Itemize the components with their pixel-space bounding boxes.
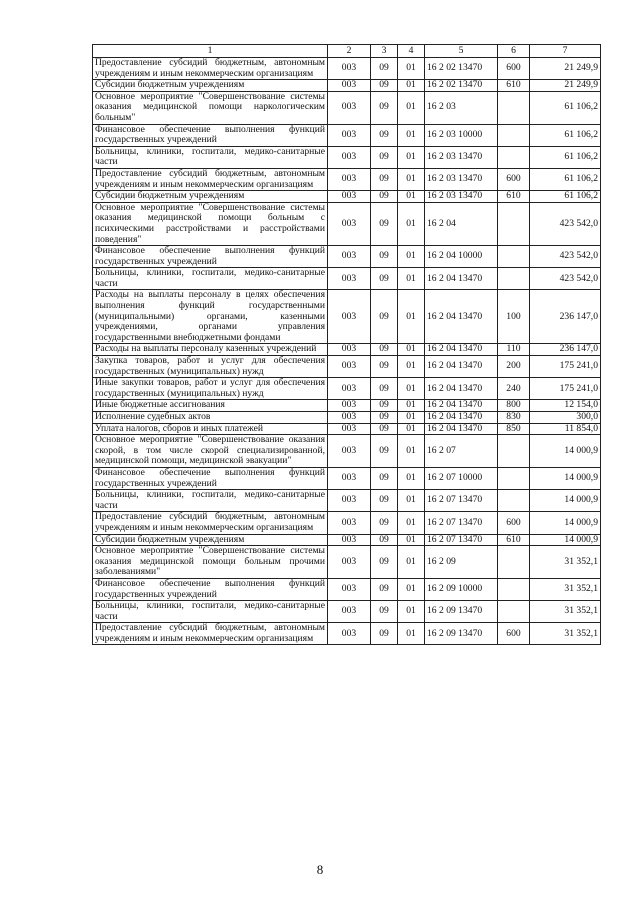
row-section: 09 <box>371 290 398 344</box>
row-section: 09 <box>371 80 398 92</box>
row-section: 09 <box>371 356 398 378</box>
row-target-code: 16 2 03 13470 <box>425 191 498 203</box>
row-sum: 14 000,9 <box>530 534 601 546</box>
row-expense-type <box>498 546 530 579</box>
row-name: Основное мероприятие "Совершенствование системы оказания медицинской помощи наркологическим больным" <box>93 91 328 124</box>
table-row <box>93 268 601 290</box>
table-row <box>93 423 601 435</box>
row-subsection: 01 <box>398 58 425 80</box>
table-row <box>93 623 601 645</box>
row-subsection: 01 <box>398 344 425 356</box>
table-row <box>93 168 601 190</box>
row-admin-code: 003 <box>328 91 371 124</box>
row-subsection: 01 <box>398 601 425 623</box>
row-sum: 236 147,0 <box>530 344 601 356</box>
header-cell-2: 2 <box>328 45 371 58</box>
row-section: 09 <box>371 124 398 146</box>
row-target-code: 16 2 03 13470 <box>425 146 498 168</box>
row-subsection: 01 <box>398 623 425 645</box>
row-name: Финансовое обеспечение выполнения функций государственных учреждений <box>93 124 328 146</box>
row-name: Больницы, клиники, госпитали, медико-санитарные части <box>93 268 328 290</box>
table-row <box>93 80 601 92</box>
row-expense-type: 600 <box>498 623 530 645</box>
table-row <box>93 546 601 579</box>
row-target-code: 16 2 07 13470 <box>425 490 498 512</box>
row-name: Финансовое обеспечение выполнения функций государственных учреждений <box>93 246 328 268</box>
row-sum: 423 542,0 <box>530 246 601 268</box>
row-expense-type: 610 <box>498 80 530 92</box>
row-target-code: 16 2 04 13470 <box>425 268 498 290</box>
row-admin-code: 003 <box>328 146 371 168</box>
table-row <box>93 146 601 168</box>
row-expense-type <box>498 91 530 124</box>
row-sum: 236 147,0 <box>530 290 601 344</box>
header-row <box>93 45 601 58</box>
row-admin-code: 003 <box>328 191 371 203</box>
table-row <box>93 534 601 546</box>
header-cell-1: 1 <box>93 45 328 58</box>
row-admin-code: 003 <box>328 623 371 645</box>
table-row <box>93 356 601 378</box>
row-expense-type <box>498 202 530 245</box>
row-admin-code: 003 <box>328 168 371 190</box>
row-sum: 31 352,1 <box>530 623 601 645</box>
row-subsection: 01 <box>398 290 425 344</box>
row-admin-code: 003 <box>328 290 371 344</box>
row-section: 09 <box>371 512 398 534</box>
row-section: 09 <box>371 202 398 245</box>
row-section: 09 <box>371 534 398 546</box>
header-cell-4: 4 <box>398 45 425 58</box>
row-expense-type: 200 <box>498 356 530 378</box>
row-subsection: 01 <box>398 356 425 378</box>
row-expense-type: 600 <box>498 512 530 534</box>
header-cell-6: 6 <box>498 45 530 58</box>
row-expense-type: 600 <box>498 168 530 190</box>
row-name: Больницы, клиники, госпитали, медико-санитарные части <box>93 601 328 623</box>
row-expense-type: 240 <box>498 378 530 400</box>
row-admin-code: 003 <box>328 512 371 534</box>
row-sum: 61 106,2 <box>530 91 601 124</box>
row-target-code: 16 2 07 13470 <box>425 512 498 534</box>
row-section: 09 <box>371 378 398 400</box>
row-sum: 21 249,9 <box>530 58 601 80</box>
row-subsection: 01 <box>398 467 425 489</box>
header-cell-5: 5 <box>425 45 498 58</box>
row-name: Предоставление субсидий бюджетным, автономным учреждениям и иным некоммерческим организациям <box>93 512 328 534</box>
row-admin-code: 003 <box>328 378 371 400</box>
row-sum: 14 000,9 <box>530 435 601 468</box>
row-expense-type <box>498 601 530 623</box>
row-expense-type <box>498 124 530 146</box>
row-sum: 423 542,0 <box>530 268 601 290</box>
row-sum: 31 352,1 <box>530 546 601 579</box>
row-expense-type <box>498 268 530 290</box>
row-sum: 61 106,2 <box>530 168 601 190</box>
table-row <box>93 578 601 600</box>
row-section: 09 <box>371 268 398 290</box>
row-sum: 21 249,9 <box>530 80 601 92</box>
row-section: 09 <box>371 344 398 356</box>
row-name: Уплата налогов, сборов и иных платежей <box>93 423 328 435</box>
table-row <box>93 344 601 356</box>
row-expense-type <box>498 467 530 489</box>
row-sum: 423 542,0 <box>530 202 601 245</box>
row-subsection: 01 <box>398 512 425 534</box>
row-name: Больницы, клиники, госпитали, медико-санитарные части <box>93 146 328 168</box>
row-name: Основное мероприятие "Совершенствование оказания скорой, в том числе скорой специализированной, медицинской помощи, медицинской эвакуации" <box>93 435 328 468</box>
row-expense-type <box>498 490 530 512</box>
table-row <box>93 490 601 512</box>
row-expense-type: 610 <box>498 534 530 546</box>
row-admin-code: 003 <box>328 268 371 290</box>
row-subsection: 01 <box>398 268 425 290</box>
row-sum: 11 854,0 <box>530 423 601 435</box>
row-section: 09 <box>371 623 398 645</box>
row-target-code: 16 2 09 10000 <box>425 578 498 600</box>
table-row <box>93 191 601 203</box>
row-target-code: 16 2 04 <box>425 202 498 245</box>
row-name: Больницы, клиники, госпитали, медико-санитарные части <box>93 490 328 512</box>
row-name: Основное мероприятие "Совершенствование системы оказания медицинской помощи больным прочими заболеваниями" <box>93 546 328 579</box>
row-section: 09 <box>371 435 398 468</box>
table-body <box>93 45 601 645</box>
row-admin-code: 003 <box>328 124 371 146</box>
row-target-code: 16 2 03 10000 <box>425 124 498 146</box>
row-section: 09 <box>371 467 398 489</box>
row-expense-type: 830 <box>498 412 530 424</box>
row-sum: 14 000,9 <box>530 490 601 512</box>
table-row <box>93 290 601 344</box>
row-admin-code: 003 <box>328 601 371 623</box>
row-admin-code: 003 <box>328 467 371 489</box>
row-target-code: 16 2 07 10000 <box>425 467 498 489</box>
row-subsection: 01 <box>398 146 425 168</box>
table-row <box>93 58 601 80</box>
row-admin-code: 003 <box>328 578 371 600</box>
row-expense-type <box>498 578 530 600</box>
row-subsection: 01 <box>398 435 425 468</box>
table-row <box>93 400 601 412</box>
row-expense-type <box>498 246 530 268</box>
row-name: Предоставление субсидий бюджетным, автономным учреждениям и иным некоммерческим организациям <box>93 623 328 645</box>
row-subsection: 01 <box>398 246 425 268</box>
row-section: 09 <box>371 400 398 412</box>
row-subsection: 01 <box>398 412 425 424</box>
row-admin-code: 003 <box>328 344 371 356</box>
row-subsection: 01 <box>398 80 425 92</box>
row-sum: 61 106,2 <box>530 124 601 146</box>
table-row <box>93 202 601 245</box>
row-target-code: 16 2 09 13470 <box>425 623 498 645</box>
page-number: 8 <box>316 862 324 877</box>
header-cell-7: 7 <box>530 45 601 58</box>
row-subsection: 01 <box>398 91 425 124</box>
table-row <box>93 467 601 489</box>
row-name: Субсидии бюджетным учреждениям <box>93 191 328 203</box>
row-expense-type <box>498 435 530 468</box>
table-row <box>93 91 601 124</box>
row-admin-code: 003 <box>328 423 371 435</box>
row-section: 09 <box>371 246 398 268</box>
row-admin-code: 003 <box>328 435 371 468</box>
row-section: 09 <box>371 168 398 190</box>
row-target-code: 16 2 04 13470 <box>425 400 498 412</box>
row-admin-code: 003 <box>328 58 371 80</box>
row-name: Предоставление субсидий бюджетным, автономным учреждениям и иным некоммерческим организациям <box>93 58 328 80</box>
row-name: Иные закупки товаров, работ и услуг для обеспечения государственных (муниципальных) нужд <box>93 378 328 400</box>
row-sum: 175 241,0 <box>530 378 601 400</box>
row-target-code: 16 2 02 13470 <box>425 80 498 92</box>
row-expense-type: 850 <box>498 423 530 435</box>
row-section: 09 <box>371 546 398 579</box>
row-subsection: 01 <box>398 168 425 190</box>
row-section: 09 <box>371 412 398 424</box>
row-subsection: 01 <box>398 490 425 512</box>
row-subsection: 01 <box>398 191 425 203</box>
row-name: Предоставление субсидий бюджетным, автономным учреждениям и иным некоммерческим организациям <box>93 168 328 190</box>
row-sum: 31 352,1 <box>530 601 601 623</box>
table-row <box>93 412 601 424</box>
row-name: Иные бюджетные ассигнования <box>93 400 328 412</box>
row-admin-code: 003 <box>328 534 371 546</box>
row-target-code: 16 2 04 13470 <box>425 290 498 344</box>
row-name: Финансовое обеспечение выполнения функций государственных учреждений <box>93 467 328 489</box>
row-expense-type: 100 <box>498 290 530 344</box>
row-subsection: 01 <box>398 578 425 600</box>
table-row <box>93 246 601 268</box>
row-admin-code: 003 <box>328 356 371 378</box>
header-cell-3: 3 <box>371 45 398 58</box>
row-sum: 175 241,0 <box>530 356 601 378</box>
row-admin-code: 003 <box>328 246 371 268</box>
table-row <box>93 378 601 400</box>
row-section: 09 <box>371 191 398 203</box>
row-subsection: 01 <box>398 202 425 245</box>
row-sum: 61 106,2 <box>530 191 601 203</box>
row-name: Финансовое обеспечение выполнения функций государственных учреждений <box>93 578 328 600</box>
row-name: Исполнение судебных актов <box>93 412 328 424</box>
row-name: Расходы на выплаты персоналу казенных учреждений <box>93 344 328 356</box>
row-name: Субсидии бюджетным учреждениям <box>93 80 328 92</box>
table-row <box>93 512 601 534</box>
row-sum: 14 000,9 <box>530 512 601 534</box>
table-row <box>93 601 601 623</box>
table-row <box>93 435 601 468</box>
row-section: 09 <box>371 58 398 80</box>
row-target-code: 16 2 04 13470 <box>425 412 498 424</box>
row-section: 09 <box>371 91 398 124</box>
row-admin-code: 003 <box>328 400 371 412</box>
row-section: 09 <box>371 578 398 600</box>
row-expense-type <box>498 146 530 168</box>
row-target-code: 16 2 09 <box>425 546 498 579</box>
row-target-code: 16 2 02 13470 <box>425 58 498 80</box>
row-admin-code: 003 <box>328 546 371 579</box>
row-sum: 14 000,9 <box>530 467 601 489</box>
row-target-code: 16 2 04 13470 <box>425 344 498 356</box>
row-admin-code: 003 <box>328 490 371 512</box>
row-target-code: 16 2 03 <box>425 91 498 124</box>
row-section: 09 <box>371 146 398 168</box>
row-target-code: 16 2 07 13470 <box>425 534 498 546</box>
row-sum: 12 154,0 <box>530 400 601 412</box>
row-target-code: 16 2 04 13470 <box>425 378 498 400</box>
row-admin-code: 003 <box>328 202 371 245</box>
row-subsection: 01 <box>398 534 425 546</box>
row-target-code: 16 2 03 13470 <box>425 168 498 190</box>
row-target-code: 16 2 04 13470 <box>425 423 498 435</box>
row-subsection: 01 <box>398 546 425 579</box>
row-name: Субсидии бюджетным учреждениям <box>93 534 328 546</box>
row-section: 09 <box>371 423 398 435</box>
row-name: Расходы на выплаты персоналу в целях обеспечения выполнения функций государственными (муниципальными) органами, казенными учреждениями, органами управления государственными внебюджетными фондами <box>93 290 328 344</box>
row-admin-code: 003 <box>328 80 371 92</box>
row-sum: 31 352,1 <box>530 578 601 600</box>
row-subsection: 01 <box>398 124 425 146</box>
row-name: Закупка товаров, работ и услуг для обеспечения государственных (муниципальных) нужд <box>93 356 328 378</box>
row-subsection: 01 <box>398 400 425 412</box>
row-target-code: 16 2 04 13470 <box>425 356 498 378</box>
row-expense-type: 610 <box>498 191 530 203</box>
row-section: 09 <box>371 490 398 512</box>
row-target-code: 16 2 04 10000 <box>425 246 498 268</box>
budget-table <box>92 44 601 645</box>
row-expense-type: 800 <box>498 400 530 412</box>
row-expense-type: 600 <box>498 58 530 80</box>
row-sum: 61 106,2 <box>530 146 601 168</box>
table-row <box>93 124 601 146</box>
row-sum: 300,0 <box>530 412 601 424</box>
row-target-code: 16 2 07 <box>425 435 498 468</box>
row-admin-code: 003 <box>328 412 371 424</box>
row-subsection: 01 <box>398 423 425 435</box>
row-section: 09 <box>371 601 398 623</box>
row-expense-type: 110 <box>498 344 530 356</box>
row-name: Основное мероприятие "Совершенствование системы оказания медицинской помощи больным с психическими расстройствами и расстройствами поведения" <box>93 202 328 245</box>
row-subsection: 01 <box>398 378 425 400</box>
row-target-code: 16 2 09 13470 <box>425 601 498 623</box>
